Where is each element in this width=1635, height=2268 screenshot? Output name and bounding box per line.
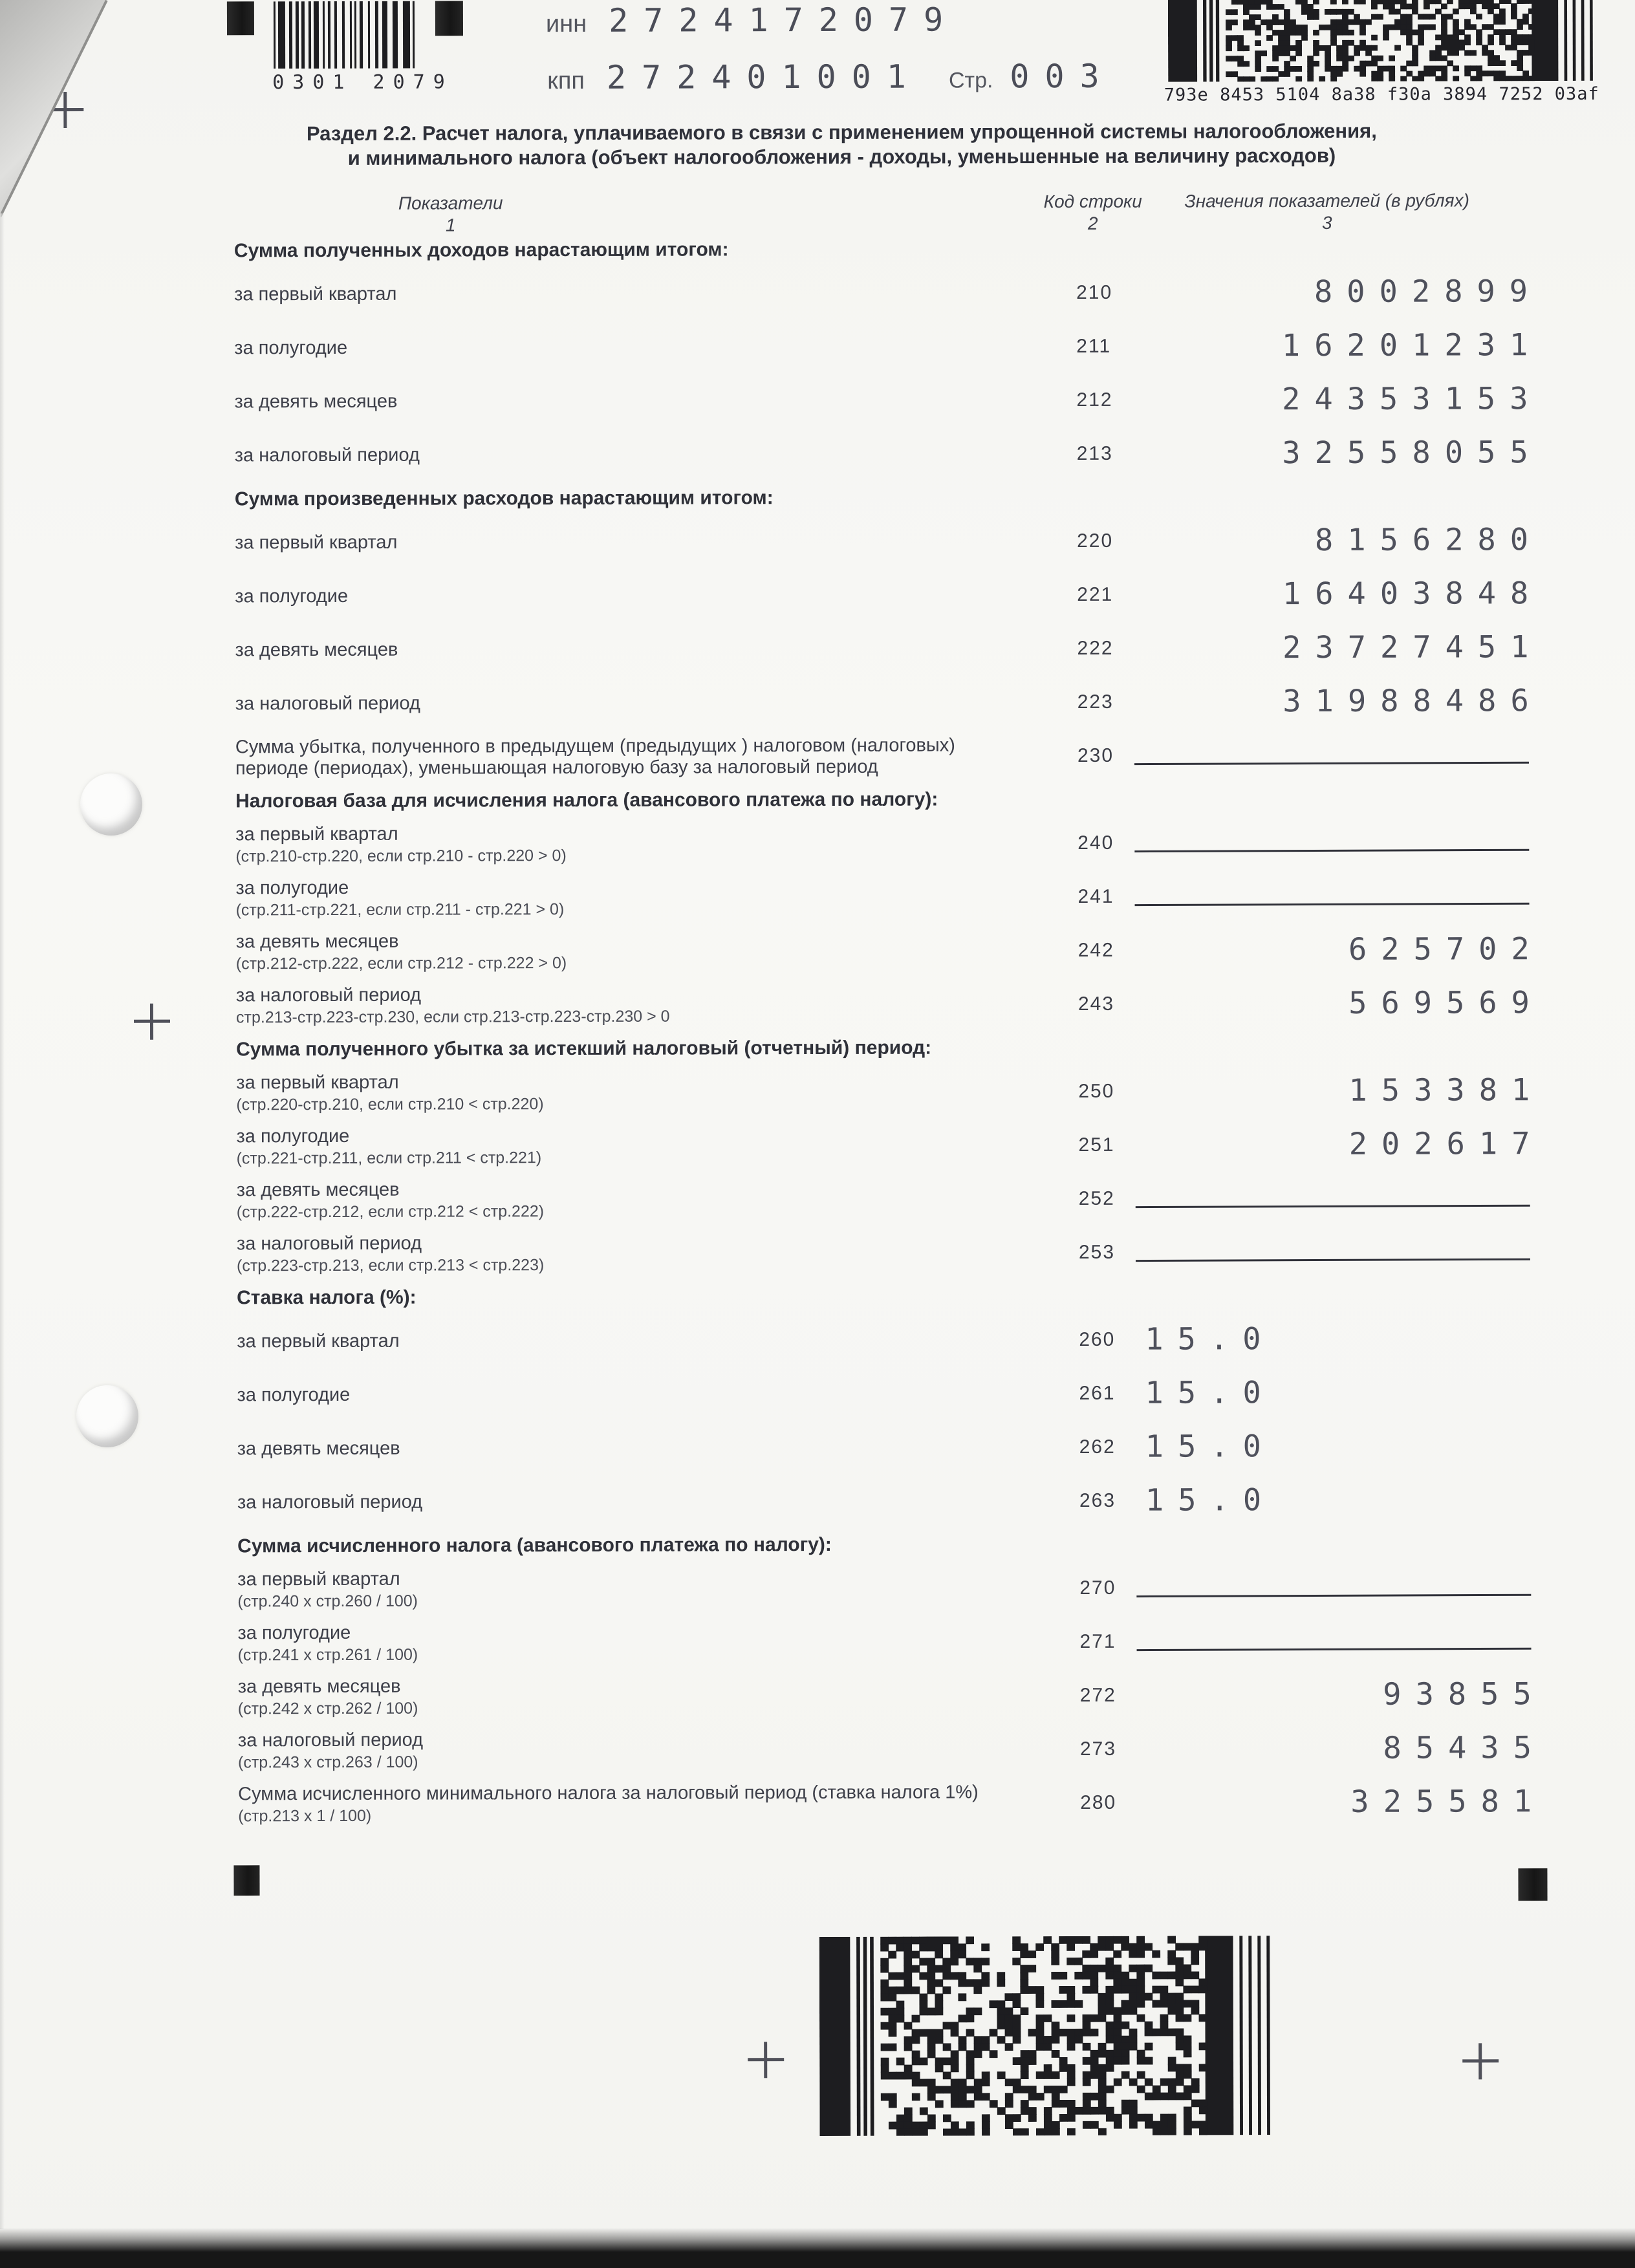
table-row xyxy=(235,976,1544,1033)
indicator-cell xyxy=(236,1124,1057,1168)
section-header: Сумма произведенных расходов нарастающим итогом: xyxy=(234,487,774,510)
value-cell xyxy=(1135,985,1544,1022)
indicator-cell xyxy=(235,443,1056,466)
section-title-line1: Раздел 2.2. Расчет налога, уплачиваемого в связи с применением упрощенной системы налогообложения, xyxy=(306,119,1377,146)
value-cell xyxy=(1134,576,1543,612)
indicator-label: за девять месяцев xyxy=(236,1179,400,1201)
line-code: 273 xyxy=(1079,1738,1117,1760)
indicator-formula: (стр.211-стр.221, если стр.211 - стр.221 > 0) xyxy=(235,900,565,920)
table-row xyxy=(237,1721,1546,1778)
indicator-label: Сумма исчисленного минимального налога за налоговый период (ставка налога 1%) xyxy=(238,1782,979,1805)
line-code: 243 xyxy=(1077,993,1115,1015)
line-code: 270 xyxy=(1079,1577,1116,1599)
column-header-line-code xyxy=(1044,191,1142,235)
value-number: 325581 xyxy=(1350,1784,1546,1820)
kpp-value: 272401001 xyxy=(606,58,922,96)
scan-left-edge xyxy=(0,213,5,2229)
value-cell xyxy=(1135,1126,1544,1163)
indicator-label: за девять месяцев xyxy=(235,639,398,661)
value-cell xyxy=(1136,1321,1530,1357)
anchor-square xyxy=(435,1,463,36)
page-number: 003 xyxy=(1010,57,1115,96)
value-cell xyxy=(1136,1586,1531,1589)
anchor-square xyxy=(227,1,254,35)
column-header-values xyxy=(1184,189,1469,234)
value-number: 16201231 xyxy=(1281,327,1543,364)
line-code: 240 xyxy=(1077,832,1114,854)
value-cell xyxy=(1136,1428,1531,1465)
indicator-cell xyxy=(235,638,1056,661)
value-number: 85435 xyxy=(1383,1730,1546,1766)
table-row xyxy=(234,372,1543,429)
punch-hole xyxy=(76,1385,138,1447)
registration-cross xyxy=(748,2042,784,2078)
table-row xyxy=(236,1063,1544,1120)
indicator-label: за девять месяцев xyxy=(235,931,399,953)
anchor-square xyxy=(1518,1868,1547,1901)
line-code: 251 xyxy=(1078,1134,1115,1156)
scan-bottom-edge xyxy=(0,2228,1635,2268)
indicator-formula: (стр.210-стр.220, если стр.210 - стр.220 > 0) xyxy=(235,847,567,866)
table-row xyxy=(235,869,1529,925)
table-row xyxy=(235,815,1529,872)
indicator-cell xyxy=(235,691,1057,715)
section-header: Ставка налога (%): xyxy=(237,1286,417,1309)
2d-barcode-pattern xyxy=(1168,0,1595,82)
indicator-label: за полугодие xyxy=(234,337,348,359)
table-row xyxy=(237,1560,1531,1617)
indicator-cell xyxy=(237,1329,1058,1352)
punch-hole xyxy=(80,773,142,836)
indicator-cell xyxy=(238,1728,1059,1772)
indicator-formula: (стр.213 х 1 / 100) xyxy=(238,1806,372,1826)
value-cell xyxy=(1133,381,1543,418)
value-number: 153381 xyxy=(1348,1072,1544,1108)
empty-value-line xyxy=(1134,762,1529,765)
indicator-label: за полугодие xyxy=(237,1622,351,1644)
value-number: 23727451 xyxy=(1283,629,1543,666)
section-header: Налоговая база для исчисления налога (авансового платежа по налогу): xyxy=(235,788,938,812)
table-row xyxy=(236,1117,1544,1174)
indicator-formula: (стр.243 х стр.263 / 100) xyxy=(237,1753,418,1772)
value-number: 8002899 xyxy=(1314,274,1543,310)
indicator-label: за налоговый период xyxy=(236,1233,422,1255)
indicator-cell xyxy=(235,876,1057,920)
barcode-hex-string: 793e 8453 5104 8a38 f30a 3894 7252 03af xyxy=(1164,83,1599,105)
2d-barcode-bottom xyxy=(819,1936,1273,2136)
empty-value-line xyxy=(1136,1594,1531,1597)
indicator-label: за первый квартал xyxy=(235,532,398,554)
line-code: 222 xyxy=(1077,637,1114,659)
value-number: 15.0 xyxy=(1145,1375,1275,1411)
indicator-formula: (стр.240 х стр.260 / 100) xyxy=(237,1592,418,1611)
table-row xyxy=(234,318,1543,375)
indicator-label: за девять месяцев xyxy=(234,391,398,413)
indicator-cell xyxy=(237,1231,1058,1275)
value-number: 625702 xyxy=(1348,931,1544,967)
indicator-cell xyxy=(236,1070,1057,1114)
indicator-label: за налоговый период xyxy=(235,984,422,1006)
line-code: 260 xyxy=(1079,1328,1116,1350)
table-row xyxy=(235,567,1543,623)
empty-value-line xyxy=(1134,849,1529,852)
value-number: 24353153 xyxy=(1282,381,1543,418)
indicator-formula: (стр.241 х стр.261 / 100) xyxy=(237,1645,418,1665)
column-header-indicators xyxy=(398,192,503,236)
empty-value-line xyxy=(1136,1205,1530,1208)
section-header: Сумма исчисленного налога (авансового платежа по налогу): xyxy=(237,1533,832,1557)
value-cell xyxy=(1134,522,1543,559)
indicator-label: за первый квартал xyxy=(236,1072,399,1094)
indicator-cell xyxy=(237,1621,1059,1665)
indicator-label: за налоговый период xyxy=(237,1491,423,1513)
line-code: 212 xyxy=(1076,389,1113,411)
value-cell xyxy=(1135,931,1544,968)
value-cell xyxy=(1135,1072,1544,1109)
indicator-formula: (стр.242 х стр.262 / 100) xyxy=(237,1699,418,1718)
empty-value-line xyxy=(1135,903,1530,906)
line-code: 242 xyxy=(1077,939,1114,961)
line-code: 211 xyxy=(1076,335,1112,357)
line-code: 263 xyxy=(1079,1489,1116,1511)
value-cell xyxy=(1134,435,1543,471)
registration-cross xyxy=(134,1004,170,1040)
table-row xyxy=(235,513,1543,570)
column-number: 1 xyxy=(445,215,456,235)
line-code: 220 xyxy=(1077,530,1114,552)
indicator-label: за полугодие xyxy=(235,877,349,899)
line-code: 221 xyxy=(1077,583,1114,605)
column-label: Код строки xyxy=(1043,191,1142,212)
empty-value-line xyxy=(1136,1258,1530,1262)
indicator-formula: (стр.220-стр.210, если стр.210 < стр.220) xyxy=(236,1095,544,1114)
line-code: 271 xyxy=(1079,1630,1116,1652)
2d-barcode-pattern xyxy=(819,1936,1273,2136)
2d-barcode xyxy=(1168,0,1595,82)
kpp-label: кпп xyxy=(547,67,585,95)
table-row xyxy=(238,1775,1546,1831)
indicator-cell xyxy=(238,1782,1059,1826)
anchor-square xyxy=(233,1865,259,1895)
barcode-number: 0301 2079 xyxy=(272,70,453,94)
linear-barcode xyxy=(272,1,453,94)
value-cell xyxy=(1137,1639,1532,1643)
value-cell xyxy=(1133,274,1543,310)
value-cell xyxy=(1136,1196,1530,1200)
indicator-label: за полугодие xyxy=(235,585,349,607)
indicator-cell xyxy=(237,1567,1059,1611)
indicator-label: за первый квартал xyxy=(235,823,398,845)
value-number: 15.0 xyxy=(1145,1482,1276,1518)
indicator-cell xyxy=(234,282,1056,305)
indicator-label: за девять месяцев xyxy=(237,1438,400,1460)
table-row xyxy=(237,1312,1530,1368)
table-row xyxy=(237,1614,1531,1670)
table-row xyxy=(237,1224,1530,1281)
table-row xyxy=(237,1365,1530,1422)
value-cell xyxy=(1136,1250,1530,1253)
indicator-cell xyxy=(237,1436,1059,1460)
indicator-cell xyxy=(237,1490,1059,1513)
barcode-bars xyxy=(272,1,416,69)
table-row xyxy=(234,426,1543,482)
line-code: 241 xyxy=(1077,885,1114,907)
value-number: 15.0 xyxy=(1145,1429,1275,1465)
value-cell xyxy=(1134,841,1529,844)
indicator-label: за полугодие xyxy=(236,1125,350,1147)
indicator-cell xyxy=(236,929,1057,973)
value-number: 32558055 xyxy=(1282,435,1543,471)
inn-value: 2724172079 xyxy=(609,1,959,39)
section-header: Сумма полученного убытка за истекший налоговый (отчетный) период: xyxy=(236,1037,932,1061)
indicator-formula: (стр.223-стр.213, если стр.213 < стр.223) xyxy=(236,1256,545,1275)
value-number: 202617 xyxy=(1348,1126,1544,1162)
form-table xyxy=(233,231,1546,1831)
indicator-label: за первый квартал xyxy=(237,1568,400,1590)
value-number: 15.0 xyxy=(1145,1321,1275,1357)
table-row xyxy=(235,620,1543,677)
value-cell xyxy=(1134,753,1529,757)
indicator-label: за налоговый период xyxy=(235,693,420,715)
indicator-label: за налоговый период xyxy=(237,1729,424,1751)
table-row xyxy=(237,1667,1546,1724)
table-row xyxy=(235,922,1544,979)
registration-cross xyxy=(1462,2043,1499,2079)
table-row xyxy=(237,1473,1531,1529)
indicator-label-line2: периоде (периодах), уменьшающая налоговую базу за налоговый период xyxy=(235,756,878,779)
value-cell xyxy=(1136,1482,1531,1518)
indicator-cell xyxy=(235,822,1057,866)
page-label: Стр. xyxy=(948,68,993,93)
line-code: 253 xyxy=(1078,1241,1116,1263)
indicator-formula: (стр.222-стр.212, если стр.212 < стр.222) xyxy=(236,1202,545,1222)
table-row xyxy=(235,674,1543,731)
indicator-cell xyxy=(235,584,1056,607)
value-cell xyxy=(1137,1676,1546,1713)
column-label: Показатели xyxy=(398,193,503,213)
line-code: 230 xyxy=(1077,744,1114,766)
indicator-label: за налоговый период xyxy=(234,444,420,466)
section-title-line2: и минимального налога (объект налогообложения - доходы, уменьшенные на величину расходов) xyxy=(347,144,1336,169)
table-row xyxy=(237,1419,1531,1476)
indicator-cell xyxy=(236,983,1057,1027)
inn-row xyxy=(546,1,958,39)
line-code: 261 xyxy=(1079,1382,1116,1404)
value-cell xyxy=(1134,683,1543,720)
column-number: 2 xyxy=(1087,213,1098,233)
value-number: 31988486 xyxy=(1283,683,1543,720)
value-number: 569569 xyxy=(1348,985,1544,1021)
value-cell xyxy=(1134,629,1543,666)
indicator-label: за первый квартал xyxy=(237,1330,400,1352)
indicator-formula: (стр.212-стр.222, если стр.212 - стр.222 > 0) xyxy=(235,954,567,973)
value-cell xyxy=(1133,327,1543,364)
indicator-cell xyxy=(234,389,1056,413)
indicator-cell xyxy=(235,530,1056,554)
table-row xyxy=(237,1171,1530,1227)
value-cell xyxy=(1137,1784,1546,1820)
kpp-row xyxy=(547,58,1115,96)
line-code: 280 xyxy=(1080,1791,1117,1813)
line-code: 262 xyxy=(1079,1436,1116,1458)
indicator-cell xyxy=(235,735,1057,779)
section-title xyxy=(211,118,1472,171)
line-code: 210 xyxy=(1076,281,1113,303)
indicator-label: за девять месяцев xyxy=(237,1676,401,1698)
value-cell xyxy=(1136,1374,1530,1411)
indicator-formula: стр.213-стр.223-стр.230, если стр.213-стр.223-стр.230 > 0 xyxy=(235,1007,670,1027)
indicator-label: за полугодие xyxy=(237,1384,351,1406)
line-code: 223 xyxy=(1077,691,1114,713)
indicator-cell xyxy=(238,1674,1059,1718)
line-code: 213 xyxy=(1076,442,1113,464)
table-row xyxy=(235,728,1529,784)
indicator-label: за первый квартал xyxy=(234,283,397,305)
value-number: 8156280 xyxy=(1314,522,1543,558)
value-cell xyxy=(1137,1730,1546,1767)
indicator-formula: (стр.221-стр.211, если стр.211 < стр.221) xyxy=(236,1149,542,1168)
line-code: 250 xyxy=(1078,1080,1115,1102)
section-header: Сумма полученных доходов нарастающим итогом: xyxy=(233,239,729,262)
empty-value-line xyxy=(1137,1648,1532,1651)
column-label: Значения показателей (в рублях) xyxy=(1184,190,1469,211)
value-number: 93855 xyxy=(1383,1676,1546,1712)
indicator-label: Сумма убытка, полученного в предыдущем (предыдущих ) налоговом (налоговых) xyxy=(235,734,955,757)
value-cell xyxy=(1134,894,1529,898)
indicator-cell xyxy=(234,336,1056,359)
indicator-cell xyxy=(237,1178,1058,1222)
column-number: 3 xyxy=(1321,212,1332,233)
indicator-cell xyxy=(237,1383,1058,1406)
table-row xyxy=(234,265,1543,321)
value-number: 16403848 xyxy=(1282,576,1543,612)
line-code: 272 xyxy=(1079,1684,1116,1706)
line-code: 252 xyxy=(1078,1187,1115,1209)
inn-label: инн xyxy=(545,10,587,38)
